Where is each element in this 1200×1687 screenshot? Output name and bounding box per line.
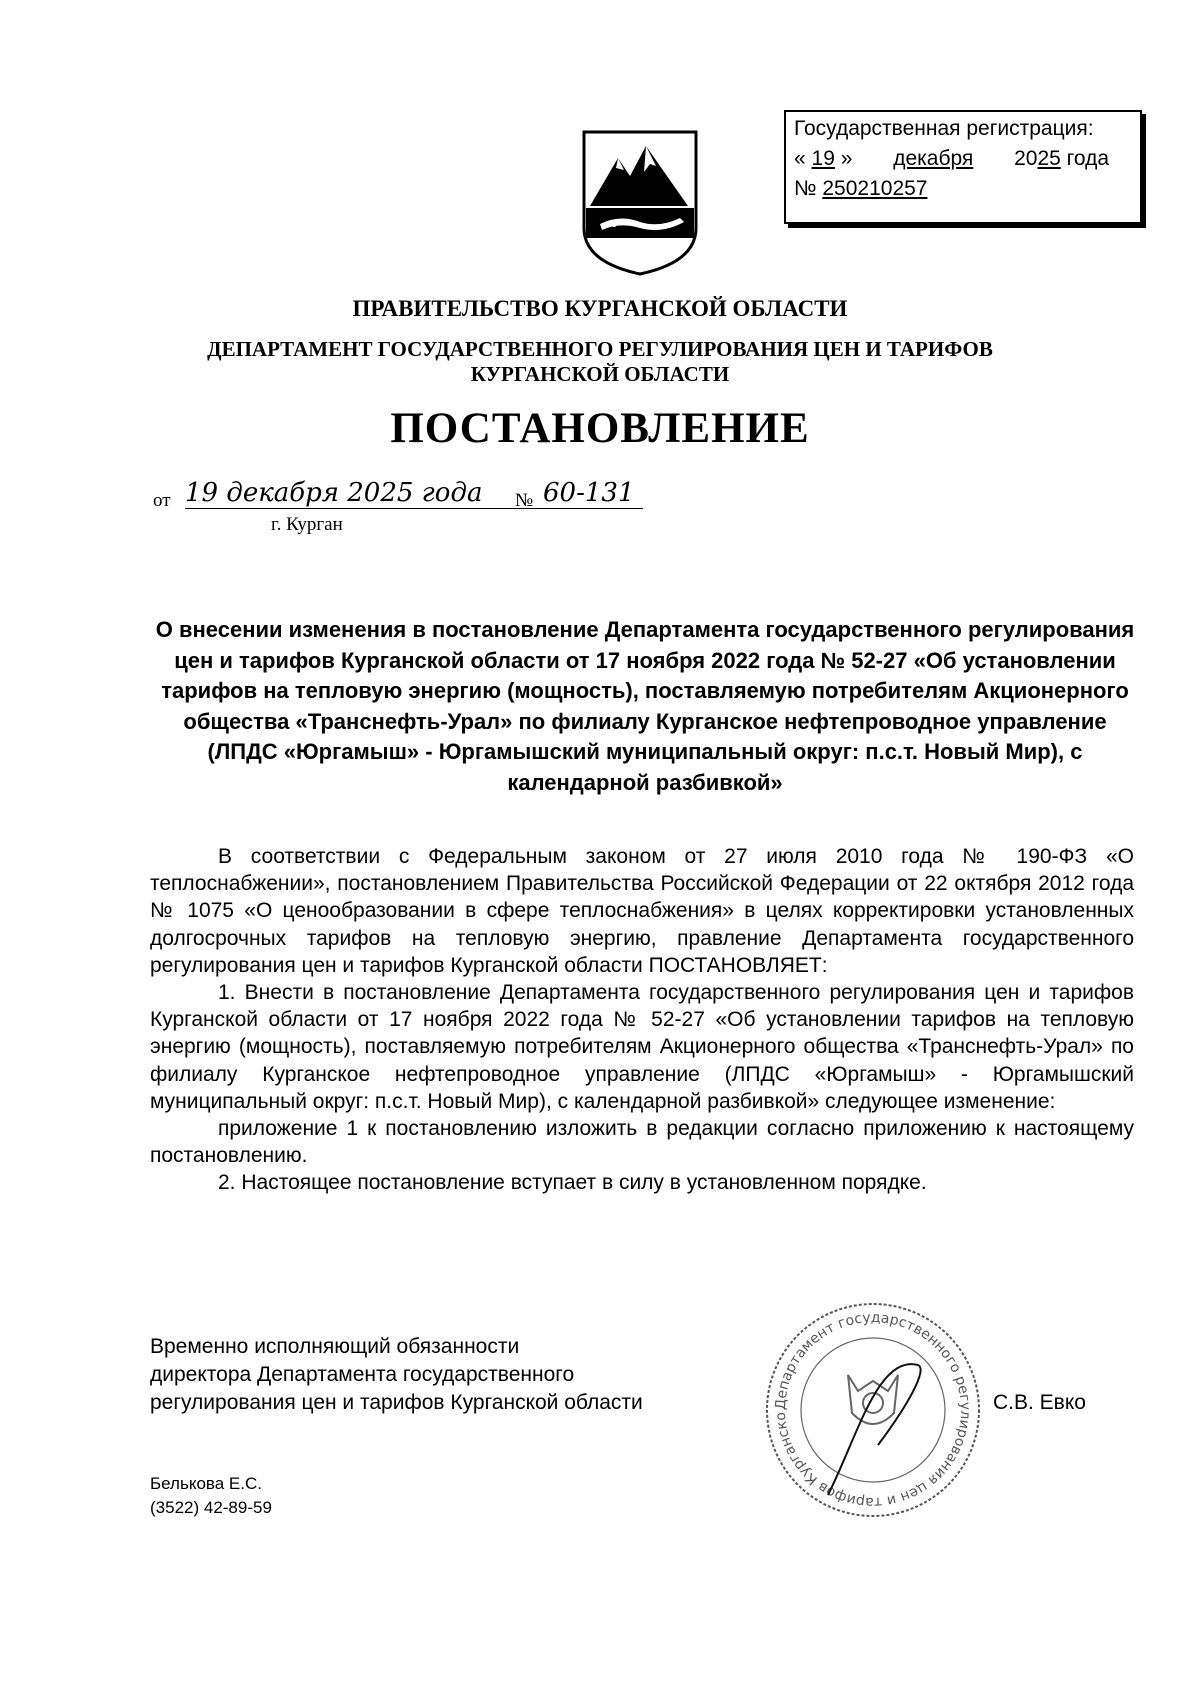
department-title: ДЕПАРТАМЕНТ ГОСУДАРСТВЕННОГО РЕГУЛИРОВАНИЯ ЦЕН И ТАРИФОВ КУРГАНСКОЙ ОБЛАСТИ — [207, 337, 993, 386]
official-stamp — [758, 1295, 988, 1525]
preamble-paragraph: В соответствии с Федеральным законом от 27 июля 2010 года № 190-ФЗ «О теплоснабжении», постановлением Правительства Российской Федерации от 22 октября 2012 года № 1075 «О ценообразовании в сфере теплоснабжения» в целях корректировки установленных долгосрочных тарифов на тепловую энергию, правление Департамента государственного регулирования цен и тарифов Курганской области ПОСТАНОВЛЯЕТ: — [150, 845, 1134, 977]
registration-box — [784, 110, 1142, 224]
registration-date: « 19 » декабря 2025 года — [794, 144, 1109, 174]
registration-day: 19 — [811, 147, 835, 170]
signer-position: Временно исполняющий обязанности директора Департамента государственного регулирования цен и тарифов Курганской области — [150, 1335, 643, 1414]
executor-info — [150, 1472, 272, 1520]
signer-name: С.В. Евко — [993, 1391, 1086, 1414]
executor-name: Белькова Е.С. — [150, 1474, 262, 1493]
registration-title: Государственная регистрация: — [794, 117, 1094, 140]
government-title: ПРАВИТЕЛЬСТВО КУРГАНСКОЙ ОБЛАСТИ — [352, 296, 848, 321]
registration-number: 250210257 — [822, 177, 928, 200]
stamp-text: Департамент государственного регулирования цен и тарифов Курганско — [772, 1309, 974, 1511]
document-subject: О внесении изменения в постановление Департамента государственного регулирования цен и тарифов Курганской области от 17 ноября 2022 года № 52-27 «Об установлении тарифов на тепловую энергию (мощность), поставляемую потребителям Акционерного общества «Транснефть-Урал» по филиалу Курганское нефтепроводное управление (ЛПДС «Юргамыш» - Юргамышский муниципальный округ: п.с.т. Новый Мир), с календарной разбивкой» — [155, 617, 1135, 795]
coat-of-arms-emblem — [580, 128, 700, 278]
handwritten-date: 19 декабря 2025 года — [185, 478, 545, 509]
date-number-line: от 19 декабря 2025 года № 60-131 г. Курган — [153, 484, 653, 544]
item-1-detail-paragraph: приложение 1 к постановлению изложить в редакции согласно приложению к настоящему постановлению. — [150, 1117, 1134, 1168]
registration-number-line: № 250210257 — [794, 174, 1122, 204]
registration-month: декабря — [893, 147, 974, 170]
executor-phone: (3522) 42-89-59 — [150, 1498, 272, 1517]
city-label: г. Курган — [271, 514, 343, 535]
document-body — [150, 843, 1134, 1197]
item-2-paragraph: 2. Настоящее постановление вступает в силу в установленном порядке. — [218, 1171, 927, 1195]
document-type-title: ПОСТАНОВЛЕНИЕ — [390, 405, 810, 452]
handwritten-number: 60-131 — [543, 478, 643, 509]
item-1-paragraph: 1. Внести в постановление Департамента государственного регулирования цен и тарифов Курганской области от 17 ноября 2022 года № 52-27 «Об установлении тарифов на тепловую энергию (мощность), поставляемую потребителям Акционерного общества «Транснефть-Урал» по филиалу Курганское нефтепроводное управление (ЛПДС «Юргамыш» - Юргамышский муниципальный округ: п.с.т. Новый Мир), с календарной разбивкой» следующее изменение: — [150, 981, 1134, 1113]
